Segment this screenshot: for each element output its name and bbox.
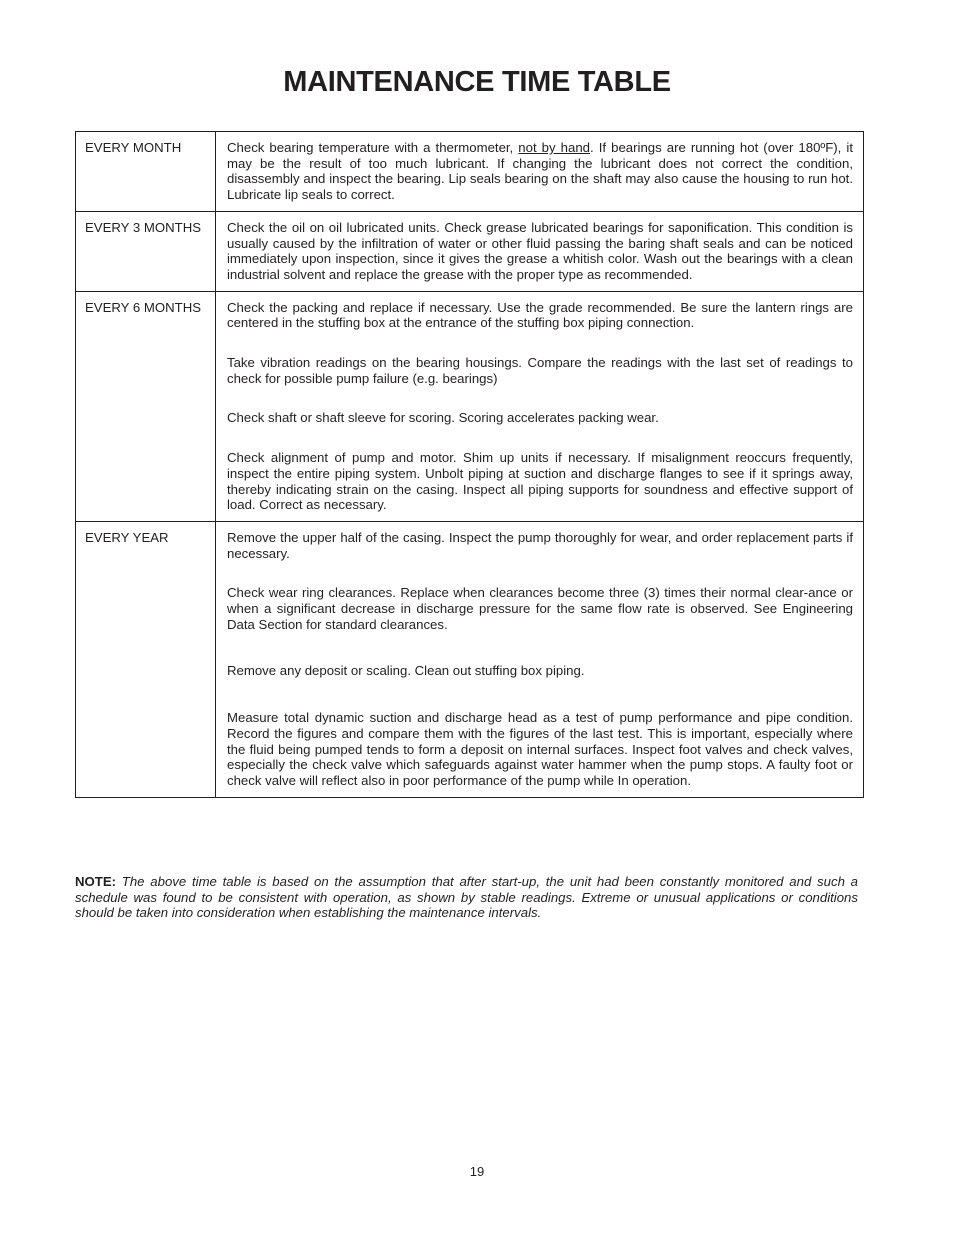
interval-label: EVERY MONTH [76, 132, 216, 212]
note-label: NOTE: [75, 874, 117, 889]
interval-label: EVERY 3 MONTHS [76, 211, 216, 291]
task-list [216, 132, 864, 212]
interval-label: EVERY 6 MONTHS [76, 291, 216, 521]
task-item: Check shaft or shaft sleeve for scoring. Scoring accelerates packing wear. [227, 410, 659, 426]
task-item: Measure total dynamic suction and discharge head as a test of pump performance and pipe condition. Record the figures and compare them with the figures of the last test. This is important, especially where the fluid being pumped tends to form a deposit on internal surfaces. Inspect foot valves and check valves, especially the check valve which safeguards against water hammer when the pump stops. A faulty foot or check valve will reflect also in poor performance of the pump while In operation. [227, 710, 853, 788]
table-row-every-year [76, 521, 864, 797]
task-item: Check the packing and replace if necessary. Use the grade recommended. Be sure the lantern rings are centered in the stuffing box at the entrance of the stuffing box piping connection. [227, 299, 853, 331]
interval-label: EVERY YEAR [76, 521, 216, 797]
task-item: Check wear ring clearances. Replace when clearances become three (3) times their normal clear-ance or when a significant decrease in discharge pressure for the same flow rate is observed. See Engineering Data Section for standard clearances. [227, 585, 853, 632]
task-text: Check bearing temperature with a thermometer, [227, 140, 519, 155]
task-text: . If bearings are running hot (over 180ºF), it may be the result of too much lubricant. If changing the lubricant does not correct the condition, disassembly and inspect the bearing. Lip seals bearing on the shaft may also cause the housing to run hot. Lubricate lip seals to correct. [227, 140, 853, 203]
task-item: Remove the upper half of the casing. Inspect the pump thoroughly for wear, and order replacement parts if necessary. [227, 529, 853, 561]
table-row-every-month [76, 132, 864, 212]
task-underlined-text: not by hand [518, 140, 591, 155]
page-title: MAINTENANCE TIME TABLE [283, 66, 671, 98]
table-row-every-3-months [76, 211, 864, 291]
task-item: Take vibration readings on the bearing housings. Compare the readings with the last set of readings to check for possible pump failure (e.g. bearings) [227, 355, 853, 386]
task-item: Remove any deposit or scaling. Clean out stuffing box piping. [227, 663, 585, 679]
task-list [216, 291, 864, 521]
page-number: 19 [469, 1164, 485, 1179]
task-list [216, 211, 864, 291]
note-text: The above time table is based on the assumption that after start-up, the unit had been constantly monitored and such a schedule was found to be consistent with operation, as shown by stable readings. Extreme or unusual applications or conditions should be taken into consideration when establishing the maintenance intervals. [75, 874, 858, 921]
task-item: Check the oil on oil lubricated units. Check grease lubricated bearings for saponification. This condition is usually caused by the infiltration of water or other fluid passing the baring shaft seals and can be noticed immediately upon inspection, since it gives the grease a whitish color. Wash out the bearings with a clean industrial solvent and replace the grease with the proper type as recommended. [227, 219, 853, 282]
task-item: Check alignment of pump and motor. Shim up units if necessary. If misalignment reoccurs frequently, inspect the entire piping system. Unbolt piping at suction and discharge flanges to see if it springs away, thereby indicating strain on the casing. Inspect all piping supports for soundness and effective support of load. Correct as necessary. [227, 450, 853, 513]
maintenance-time-table [75, 131, 864, 798]
footnote [75, 874, 858, 921]
table-row-every-6-months [76, 291, 864, 521]
task-item [227, 140, 853, 203]
task-list [216, 521, 864, 797]
